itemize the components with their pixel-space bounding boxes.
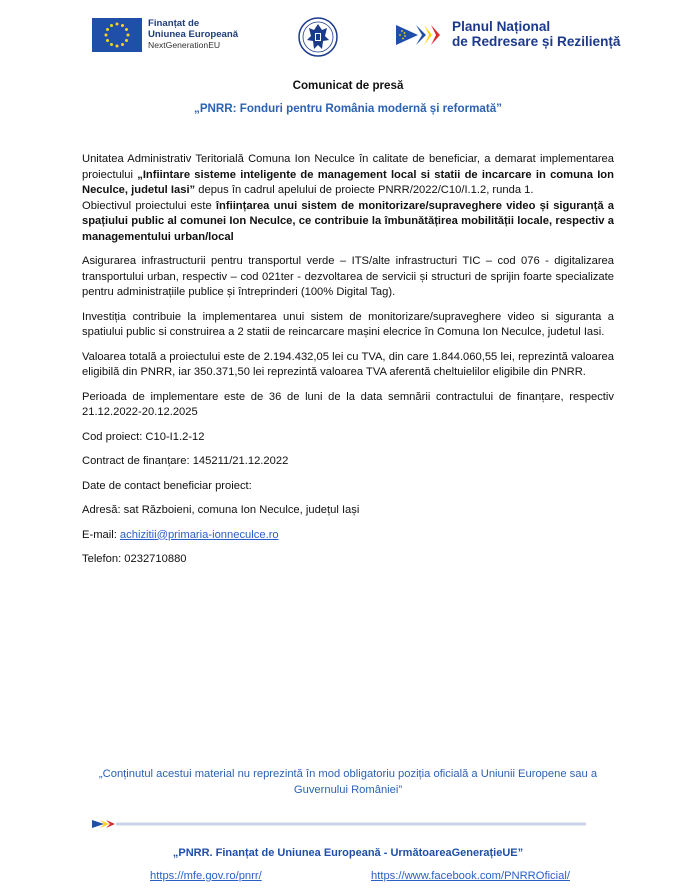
pnrr-logo-text: [452, 20, 621, 49]
footer-links: [0, 869, 696, 885]
eu-stars-icon: [92, 18, 142, 52]
facebook-link[interactable]: https://www.facebook.com/PNRROficial/: [371, 870, 570, 882]
email-link[interactable]: achizitii@primaria-ionneculce.ro: [119, 528, 279, 541]
contact-heading: Date de contact beneficiar proiect:: [82, 479, 252, 492]
eu-line-1: Finanțat de: [148, 18, 200, 29]
paragraph-intro: [82, 152, 614, 199]
paragraph-value: Valoarea totală a proiectului este de 2.194.432,05 lei cu TVA, din care 1.844.060,55 lei, reprezintă valoarea eligibilă din PNRR, iar 350.371,50 lei reprezintă valoarea TVA aferentă cheltuielilor eligibile din PNRR.: [82, 350, 614, 378]
mfe-link[interactable]: https://mfe.gov.ro/pnrr/: [150, 870, 262, 882]
pnrr-flags-icon: [396, 23, 444, 47]
intro-text-c: depus în cadrul apelului de proiecte PNRR/2022/C10/I.1.2, runda 1.: [195, 184, 534, 196]
contact-phone: Telefon: 0232710880: [82, 553, 187, 565]
email-label: E-mail:: [82, 528, 120, 541]
page-subtitle: „PNRR: Fonduri pentru România modernă și reformată”: [194, 102, 502, 115]
disclaimer: „Conținutul acestui material nu reprezintă în mod obligatoriu poziția oficială a Uniunii Europene sau a Guvernului României”: [98, 768, 598, 796]
footer-slogan: „PNRR. Finanțat de Uniunea Europeană - UrmătoareaGenerațieUE”: [172, 847, 524, 859]
paragraph-objective: [82, 199, 614, 246]
pnrr-line-2: de Redresare și Reziliență: [452, 33, 621, 49]
pnrr-line-1: Planul Național: [452, 19, 551, 34]
paragraph-infrastructure: Asigurarea infrastructurii pentru transportul verde – ITS/alte infrastructuri TIC – cod 076 - digitalizarea transportului urban, respectiv – cod 021ter - dezvoltarea de servicii și structuri de sprijin foarte specializate pentru administrațiile publice și întreprinderi (100% Digital Tag).: [82, 255, 614, 298]
eu-funding-logo: [92, 18, 238, 52]
eu-line-3: NextGenerationEU: [148, 40, 221, 50]
project-code: Cod proiect: C10-I1.2-12: [82, 430, 205, 443]
eu-line-2: Uniunea Europeană: [148, 29, 239, 40]
project-title: „Infiintare sisteme inteligente de management local si statii de incarcare in comuna Ion Neculce, judetul Iasi”: [82, 168, 614, 196]
page-title: Comunicat de presă: [292, 79, 404, 92]
objective-text-a: Obiectivul proiectului este: [82, 199, 216, 212]
page-header: [0, 14, 696, 64]
objective-text-b: înființarea unui sistem de monitorizare/supraveghere video și siguranță a spațiului public al comunei Ion Neculce, ce contribuie la îmbunătățirea mobilității locale, respectiv a managementului urban/local: [82, 199, 614, 243]
contact-email: [82, 528, 614, 544]
paragraph-period: Perioada de implementare este de 36 de luni de la data semnării contractului de finanțare, respectiv 21.12.2022-20.12.2025: [82, 390, 614, 418]
eu-funding-text: [148, 18, 238, 51]
eu-flag-icon: [92, 18, 142, 52]
government-emblem-icon: [298, 14, 338, 60]
contract-number: Contract de finanțare: 145211/21.12.2022: [82, 455, 289, 467]
intro-text-a: Unitatea Administrativ Teritorială Comuna Ion Neculce în calitate de beneficiar, a demarat implementarea proiectului: [82, 153, 614, 181]
document-body: [82, 152, 614, 577]
pnrr-logo: [396, 20, 621, 49]
contact-address: Adresă: sat Războieni, comuna Ion Neculce, județul Iași: [82, 504, 360, 516]
footer-divider: [92, 819, 586, 829]
paragraph-investment: Investiția contribuie la implementarea unui sistem de monitorizare/supraveghere video si siguranta a spatiului public si construirea a 2 statii de reincarcare mașini elecrice în Comuna Ion Neculce, judetul Iasi.: [82, 310, 614, 338]
